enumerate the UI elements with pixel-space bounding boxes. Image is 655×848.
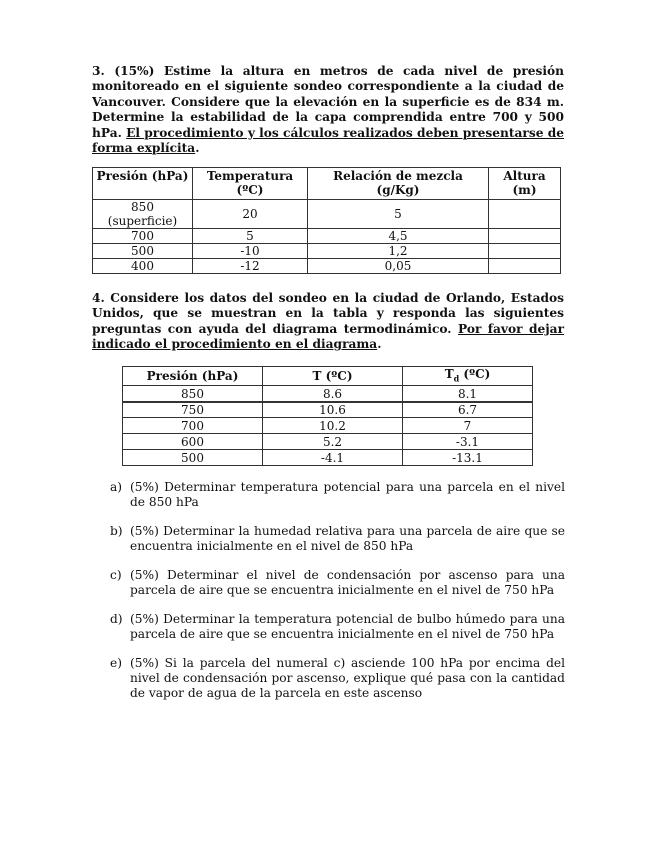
td-unit: (ºC): [459, 367, 491, 381]
table-cell: 850: [123, 386, 263, 403]
table-cell: 1,2: [308, 244, 489, 259]
table-cell: 5.2: [263, 434, 403, 450]
item-label: e): [110, 656, 122, 670]
table-cell: -12: [193, 259, 308, 274]
table-cell: -4.1: [263, 450, 403, 466]
q3-text: Estime la altura en metros de cada nivel de presión monitoreado en el siguiente sondeo correspondiente a la ciudad de Vancouver. Considere que la elevación en la superficie es de 834 m. Determine la estabilidad de la capa comprendida entre 700 y 500 hPa.: [92, 64, 564, 140]
table-cell: 850 (superficie): [93, 200, 193, 229]
table-cell: [489, 244, 561, 259]
q4-number: 4.: [92, 291, 105, 305]
question-3: [92, 64, 564, 156]
table-cell: 500: [123, 450, 263, 466]
q3-number: 3.: [92, 64, 105, 78]
table-cell: 8.1: [403, 386, 533, 403]
orlando-sounding-table: [122, 366, 533, 466]
q3-underlined: El procedimiento y los cálculos realizados deben presentarse de forma explícita: [92, 125, 564, 156]
question-4: [92, 291, 564, 353]
table-row: [93, 244, 561, 259]
table-cell: 700: [123, 418, 263, 434]
table1-header-row: [93, 168, 561, 200]
table-cell: 7: [403, 418, 533, 434]
table-cell: 600: [123, 434, 263, 450]
table2-header-row: [123, 367, 533, 386]
table1-header: Altura (m): [489, 168, 561, 200]
item-label: c): [110, 568, 122, 582]
item-label: b): [110, 524, 123, 538]
table-row: [93, 229, 561, 244]
table-row: [123, 386, 533, 403]
table1-header: Temperatura (ºC): [193, 168, 308, 200]
q3-weight: (15%): [114, 64, 155, 78]
table-cell: 10.6: [263, 402, 403, 418]
item-text: (5%) Si la parcela del numeral c) asciende 100 hPa por encima del nivel de condensación por ascenso, explique qué pasa con la cantidad de vapor de agua de la parcela en este ascenso: [130, 656, 565, 700]
list-item: [110, 612, 565, 642]
table-cell: 400: [93, 259, 193, 274]
list-item: [110, 568, 565, 598]
q4-text: Considere los datos del sondeo en la ciudad de Orlando, Estados Unidos, que se muestran en la tabla y responda las siguientes preguntas con ayuda del diagrama termodinámico.: [92, 291, 564, 336]
td-subscript: d: [453, 373, 460, 384]
vancouver-sounding-table: [92, 167, 561, 274]
table-cell: 750: [123, 402, 263, 418]
table-row: [123, 450, 533, 466]
table-cell: -3.1: [403, 434, 533, 450]
td-symbol: T: [444, 367, 454, 381]
table-row: [123, 402, 533, 418]
table-cell: 10.2: [263, 418, 403, 434]
q4-underlined: Por favor dejar indicado el procedimiento en el diagrama: [92, 321, 564, 352]
table-cell: 4,5: [308, 229, 489, 244]
table-row: [93, 200, 561, 229]
table-cell: 0,05: [308, 259, 489, 274]
table-row: [123, 418, 533, 434]
table2-header: T (ºC): [263, 367, 403, 386]
item-text: (5%) Determinar la temperatura potencial de bulbo húmedo para una parcela de aire que se encuentra inicialmente en el nivel de 750 hPa: [130, 612, 565, 641]
item-text: (5%) Determinar el nivel de condensación por ascenso para una parcela de aire que se encuentra inicialmente en el nivel de 750 hPa: [130, 568, 565, 597]
table-cell: 5: [193, 229, 308, 244]
item-label: d): [110, 612, 123, 626]
list-item: [110, 656, 565, 701]
q3-end: .: [195, 141, 200, 156]
q4-end: .: [377, 337, 382, 352]
table-cell: [489, 259, 561, 274]
table-cell: 700: [93, 229, 193, 244]
table1-header: Presión (hPa): [93, 168, 193, 200]
table-cell: 8.6: [263, 386, 403, 403]
table2-header-td: [403, 367, 533, 386]
table-row: [93, 259, 561, 274]
table-cell: [489, 229, 561, 244]
table-cell: -10: [193, 244, 308, 259]
item-text: (5%) Determinar temperatura potencial para una parcela en el nivel de 850 hPa: [130, 480, 565, 509]
table-cell: 6.7: [403, 402, 533, 418]
item-label: a): [110, 480, 123, 494]
table-cell: 20: [193, 200, 308, 229]
table-cell: [489, 200, 561, 229]
table1-header: Relación de mezcla (g/Kg): [308, 168, 489, 200]
list-item: [110, 480, 565, 510]
item-text: (5%) Determinar la humedad relativa para una parcela de aire que se encuentra inicialmente en el nivel de 850 hPa: [130, 524, 565, 553]
table-cell: 5: [308, 200, 489, 229]
question-4-items: [110, 480, 565, 715]
list-item: [110, 524, 565, 554]
table-cell: 500: [93, 244, 193, 259]
table-row: [123, 434, 533, 450]
table-cell: -13.1: [403, 450, 533, 466]
table2-header: Presión (hPa): [123, 367, 263, 386]
